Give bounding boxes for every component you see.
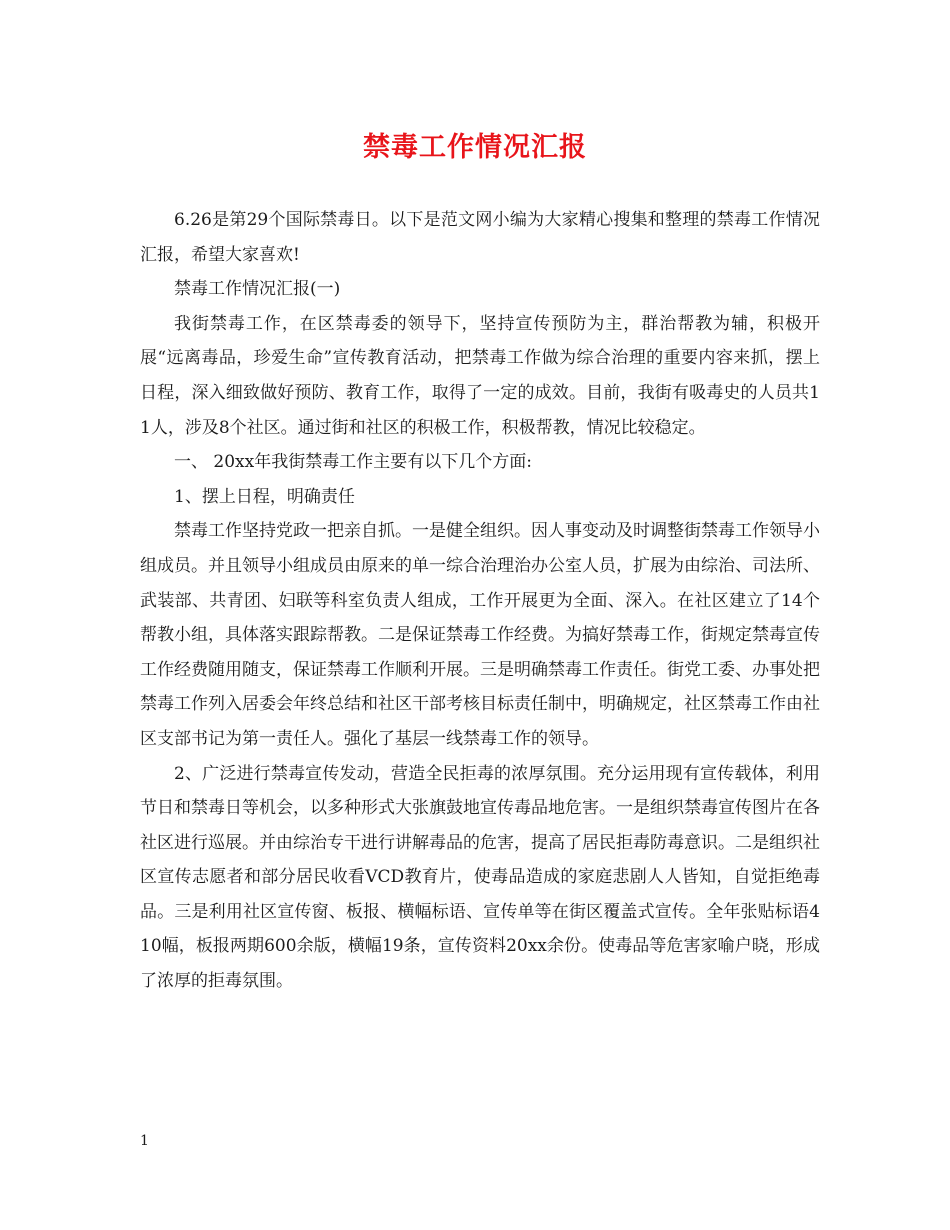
body-paragraph: 我街禁毒工作，在区禁毒委的领导下，坚持宣传预防为主，群治帮教为辅，积极开展“远离毒品，珍爱生命”宣传教育活动，把禁毒工作做为综合治理的重要内容来抓，摆上日程，深入细致做好预防、教育工作，取得了一定的成效。目前，我街有吸毒史的人员共11人，涉及8个社区。通过街和社区的积极工作，积极帮教，情况比较稳定。 [140,313,820,438]
document-title: 禁毒工作情况汇报 [363,132,587,163]
page-number: 1 [140,1133,149,1149]
subsection-heading: 1、摆上日程，明确责任 [174,486,355,507]
body-paragraph: 2、广泛进行禁毒宣传发动，营造全民拒毒的浓厚氛围。充分运用现有宣传载体，利用节日和禁毒日等机会，以多种形式大张旗鼓地宣传毒品地危害。一是组织禁毒宣传图片在各社区进行巡展。并由综治专干进行讲解毒品的危害，提高了居民拒毒防毒意识。二是组织社区宣传志愿者和部分居民收看VCD教育片，使毒品造成的家庭悲剧人人皆知，自觉拒绝毒品。三是利用社区宣传窗、板报、横幅标语、宣传单等在街区覆盖式宣传。全年张贴标语410幅，板报两期600余版，横幅19条，宣传资料20xx余份。使毒品等危害家喻户晓，形成了浓厚的拒毒氛围。 [140,763,820,992]
body-paragraph: 禁毒工作坚持党政一把亲自抓。一是健全组织。因人事变动及时调整街禁毒工作领导小组成员。并且领导小组成员由原来的单一综合治理治办公室人员，扩展为由综治、司法所、武装部、共青团、妇联等科室负责人组成，工作开展更为全面、深入。在社区建立了14个帮教小组，具体落实跟踪帮教。二是保证禁毒工作经费。为搞好禁毒工作，街规定禁毒宣传工作经费随用随支，保证禁毒工作顺利开展。三是明确禁毒工作责任。街党工委、办事处把禁毒工作列入居委会年终总结和社区干部考核目标责任制中，明确规定，社区禁毒工作由社区支部书记为第一责任人。强化了基层一线禁毒工作的领导。 [140,521,820,749]
document-body [140,203,820,999]
section-heading: 一、 20xx年我街禁毒工作主要有以下几个方面: [174,452,532,473]
section-heading: 禁毒工作情况汇报(一) [174,279,341,300]
intro-paragraph: 6.26是第29个国际禁毒日。以下是范文网小编为大家精心搜集和整理的禁毒工作情况汇报，希望大家喜欢! [140,210,820,265]
